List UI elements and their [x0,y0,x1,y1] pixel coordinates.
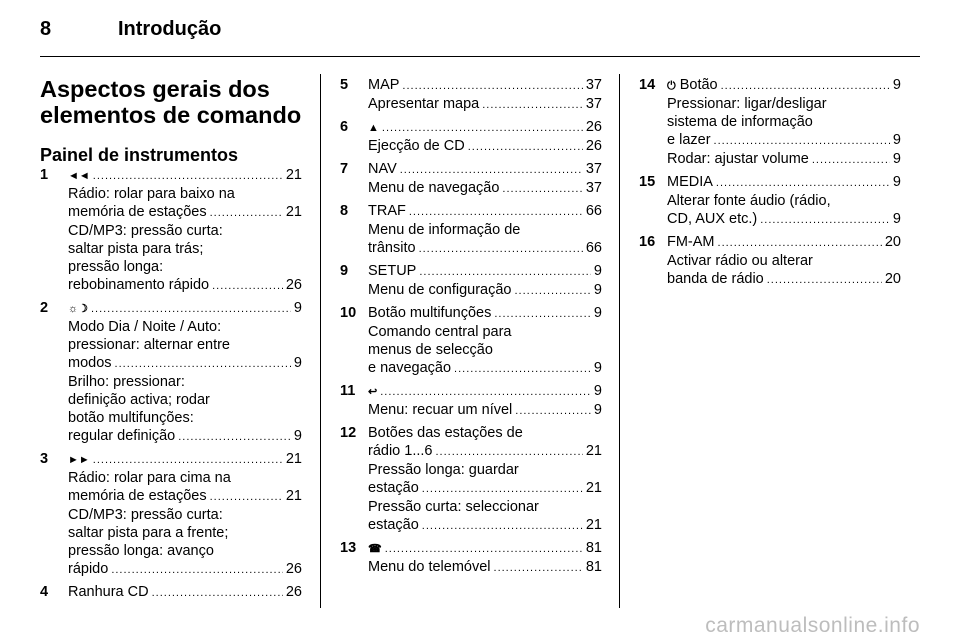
entry-text: TRAF [368,203,406,219]
entry-text: Activar rádio ou alterar [667,253,813,269]
entry-text: e lazer [667,132,711,148]
entry-line [667,252,901,270]
entry-line [368,221,602,239]
entry-text: botão multifunções: [68,410,194,426]
entry-list-2 [340,76,602,577]
entry-line [667,192,901,210]
index-entry [340,424,602,535]
dot-leader [422,517,583,535]
entry-line [667,150,901,169]
page-number: 8 [40,18,52,40]
entry-line [368,424,602,442]
entry-text: MEDIA [667,174,713,190]
entry-text [68,166,90,185]
index-entry [340,160,602,198]
column-2 [340,76,602,581]
dot-leader [212,277,283,295]
page-ref: 37 [585,180,602,196]
dot-leader [382,119,583,137]
entry-text: Menu de informação de [368,222,521,238]
entry-text: modos [68,355,112,371]
page-ref: 21 [585,480,602,496]
column-3 [639,76,901,293]
entry-text: Menu de configuração [368,282,512,298]
dot-leader [494,305,591,323]
entry-line [368,137,602,156]
page-ref: 9 [593,282,602,298]
dot-leader [152,584,283,602]
dot-leader [115,355,291,373]
entry-line [68,222,302,240]
entry-text: Apresentar mapa [368,96,480,112]
entry-line [368,304,602,323]
entry-text: e navegação [368,360,452,376]
page-ref: 21 [285,488,302,504]
dot-leader [402,77,582,95]
dot-leader [812,151,890,169]
entry-line [368,461,602,479]
entry-text: Menu de navegação [368,180,500,196]
dot-leader [760,211,890,229]
page-ref: 37 [585,161,602,177]
page-ref: 9 [293,300,302,316]
dot-leader [385,540,583,558]
dot-leader [716,174,890,192]
dot-leader [210,204,283,222]
entry-text: banda de rádio [667,271,764,287]
index-entry [340,304,602,378]
entry-line [368,382,602,401]
page-ref: 26 [285,561,302,577]
entry-text: MAP [368,77,400,93]
dot-leader [400,161,583,179]
entry-text: pressão longa: avanço [68,543,214,559]
entry-line [368,76,602,95]
page-ref: 21 [585,443,602,459]
entry-text: Botões das estações de [368,425,523,441]
entry-text: Rodar: ajustar volume [667,151,809,167]
eject-icon: ▲ [368,122,379,134]
dot-leader [409,203,583,221]
entry-line [667,131,901,150]
entry-line [68,185,302,203]
entry-line [667,210,901,229]
entry-text: estação [368,517,419,533]
entry-number: 3 [40,451,49,467]
entry-line [368,323,602,341]
entry-text [368,539,382,558]
entry-line [68,487,302,506]
index-entry [40,450,302,579]
entry-line [68,318,302,336]
entry-text: SETUP [368,263,417,279]
entry-text [68,450,90,469]
subsection-title: Painel de instrumentos [40,145,239,165]
entry-line [68,336,302,354]
page-ref: 9 [892,174,901,190]
entry-text: Menu: recuar um nível [368,402,513,418]
entry-text: Pressão curta: seleccionar [368,499,539,515]
dot-leader [436,443,583,461]
entry-text [68,299,88,318]
entry-text: sistema de informação [667,114,813,130]
entry-line [368,341,602,359]
index-entry [639,173,901,229]
page-ref: 9 [892,151,901,167]
column-1 [40,76,302,606]
entry-number: 14 [639,77,656,93]
entry-text: pressão longa: [68,259,164,275]
entry-line [368,239,602,258]
entry-number: 2 [40,300,49,316]
day-night-icon: ☼☽ [68,303,88,315]
entry-number: 1 [40,167,49,183]
dot-leader [767,271,882,289]
page-ref: 26 [285,277,302,293]
phone-icon: ☎ [368,543,382,555]
entry-text [368,382,377,401]
page-ref: 21 [585,517,602,533]
entry-number: 13 [340,540,357,556]
dot-leader [482,96,583,114]
page-ref: 20 [884,234,901,250]
rewind-icon: ◄◄ [68,170,90,182]
dot-leader [422,480,583,498]
entry-list-3 [639,76,901,289]
chapter-title: Introdução [118,18,222,40]
entry-text: definição activa; rodar [68,392,210,408]
entry-line [368,539,602,558]
entry-number: 7 [340,161,349,177]
entry-line [368,479,602,498]
entry-line [667,76,901,95]
page-ref: 81 [585,540,602,556]
entry-text: regular definição [68,428,176,444]
dot-leader [454,360,591,378]
entry-line [68,203,302,222]
dot-leader [468,138,583,156]
page-ref: 66 [585,203,602,219]
index-entry [40,166,302,295]
column-divider-1 [320,74,321,608]
entry-text: Ejecção de CD [368,138,465,154]
entry-text: saltar pista para a frente; [68,525,229,541]
entry-text: rebobinamento rápido [68,277,210,293]
dot-leader [494,559,583,577]
page-ref: 21 [285,451,302,467]
page-ref: 9 [593,305,602,321]
entry-text: estação [368,480,419,496]
dot-leader [178,428,291,446]
entry-text: menus de selecção [368,342,493,358]
entry-line [667,95,901,113]
entry-line [667,173,901,192]
section-title: Aspectos gerais dos elementos de comando [40,76,302,128]
entry-line [368,118,602,137]
index-entry [639,233,901,289]
entry-line [368,262,602,281]
entry-line [368,160,602,179]
entry-line [368,95,602,114]
index-entry [340,539,602,577]
entry-text: memória de estações [68,204,207,220]
page-ref: 9 [892,77,901,93]
page-ref: 26 [585,119,602,135]
page-ref: 9 [293,428,302,444]
dot-leader [210,488,283,506]
watermark: carmanualsonline.info [705,614,920,637]
column-divider-2 [619,74,620,608]
dot-leader [93,451,283,469]
page-ref: 26 [585,138,602,154]
page-ref: 81 [585,559,602,575]
entry-text: rápido [68,561,109,577]
entry-line [68,542,302,560]
index-entry [340,202,602,258]
entry-line [368,401,602,420]
entry-line [368,281,602,300]
entry-text: Brilho: pressionar: [68,374,185,390]
entry-line [667,233,901,252]
entry-line [68,299,302,318]
dot-leader [718,234,882,252]
entry-line [68,258,302,276]
back-icon: ↩ [368,386,378,398]
entry-line [68,560,302,579]
entry-line [68,276,302,295]
index-entry [40,583,302,602]
entry-text: Botão multifunções [368,305,492,321]
entry-text: pressionar: alternar entre [68,337,230,353]
dot-leader [515,282,591,300]
index-entry [340,262,602,300]
entry-text: Menu do telemóvel [368,559,491,575]
entry-text: ⏻ Botão [667,77,718,93]
header-rule [40,56,920,57]
entry-line [68,391,302,409]
index-entry [340,118,602,156]
entry-line [368,516,602,535]
entry-line [68,354,302,373]
page-ref: 21 [285,167,302,183]
index-entry [340,382,602,420]
dot-leader [721,77,890,95]
entry-text: trânsito [368,240,416,256]
page-ref: 26 [285,584,302,600]
page-ref: 37 [585,77,602,93]
dot-leader [502,180,582,198]
dot-leader [419,263,591,281]
dot-leader [419,240,583,258]
page-ref: 9 [593,263,602,279]
entry-text: Rádio: rolar para cima na [68,470,231,486]
power-icon: ⏻ [667,80,676,92]
index-entry [639,76,901,169]
entry-line [368,202,602,221]
page-ref: 9 [293,355,302,371]
page-ref: 66 [585,240,602,256]
entry-text: Alterar fonte áudio (rádio, [667,193,831,209]
page-ref: 37 [585,96,602,112]
entry-text: rádio 1...6 [368,443,433,459]
dot-leader [111,561,283,579]
dot-leader [380,383,591,401]
entry-line [68,166,302,185]
entry-text: FM-AM [667,234,715,250]
entry-text: Modo Dia / Noite / Auto: [68,319,222,335]
entry-line [368,179,602,198]
entry-number: 16 [639,234,656,250]
entry-text: Comando central para [368,324,512,340]
entry-number: 8 [340,203,349,219]
page-ref: 20 [884,271,901,287]
entry-text [368,118,379,137]
dot-leader [515,402,591,420]
entry-line [68,583,302,602]
entry-number: 9 [340,263,349,279]
entry-text: Pressionar: ligar/desligar [667,96,827,112]
entry-line [368,498,602,516]
entry-text: NAV [368,161,397,177]
index-entry [40,299,302,446]
entry-text: saltar pista para trás; [68,241,204,257]
entry-text: Pressão longa: guardar [368,462,519,478]
entry-line [68,450,302,469]
dot-leader [91,300,291,318]
page-ref: 9 [892,211,901,227]
entry-number: 15 [639,174,656,190]
page-ref: 9 [593,383,602,399]
entry-line [68,427,302,446]
entry-number: 5 [340,77,349,93]
page-ref: 21 [285,204,302,220]
index-entry [340,76,602,114]
entry-text: memória de estações [68,488,207,504]
entry-line [667,270,901,289]
entry-line [68,506,302,524]
entry-number: 4 [40,584,49,600]
page-ref: 9 [593,360,602,376]
entry-line [68,469,302,487]
entry-line [368,359,602,378]
entry-line [68,240,302,258]
entry-text: Ranhura CD [68,584,149,600]
entry-line [68,373,302,391]
entry-number: 11 [340,383,356,399]
entry-text: CD/MP3: pressão curta: [68,507,223,523]
entry-number: 6 [340,119,349,135]
dot-leader [714,132,890,150]
entry-line [667,113,901,131]
fast-forward-icon: ►► [68,454,90,466]
entry-text: CD/MP3: pressão curta: [68,223,223,239]
page-ref: 9 [892,132,901,148]
entry-number: 12 [340,425,357,441]
entry-text: CD, AUX etc.) [667,211,758,227]
page-ref: 9 [593,402,602,418]
entry-line [68,524,302,542]
entry-line [368,558,602,577]
entry-line [368,442,602,461]
dot-leader [93,167,283,185]
entry-list-1 [40,166,302,602]
entry-line [68,409,302,427]
entry-text: Rádio: rolar para baixo na [68,186,235,202]
entry-number: 10 [340,305,357,321]
